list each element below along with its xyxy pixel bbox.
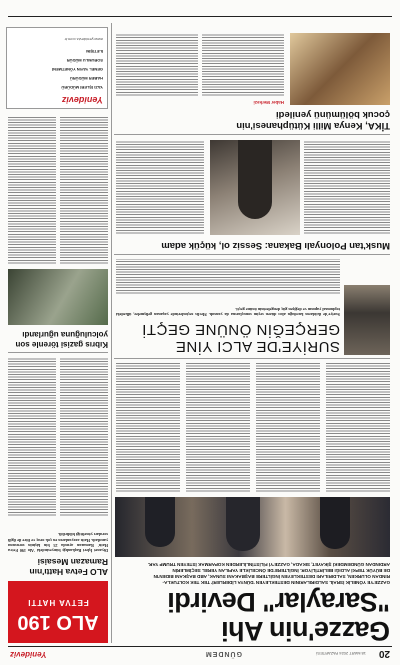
- alo-body-column: [60, 357, 108, 517]
- alo-body-column: [8, 357, 56, 517]
- library-headline-1: Tİ̇KA, Kenya Milli Kütüphanesi'nin: [236, 120, 390, 131]
- section-label: GÜNDEM: [204, 650, 242, 657]
- photo-figure: [238, 140, 272, 219]
- cyprus-headline-1: Kıbrıs gazisi törenle son: [15, 340, 108, 349]
- musk-body-column: [116, 140, 204, 235]
- page-date: 18 MART 2024 PAZARTESİ: [316, 651, 366, 656]
- section-divider: [8, 352, 108, 353]
- cyprus-headline-2: yolculuğuna uğurlandı: [22, 330, 108, 339]
- musk-headline: Musk'tan Polonyalı Bakana: Sessiz ol, küçük adam: [161, 240, 390, 251]
- column-divider: [111, 23, 112, 643]
- deck-line: RINDAN OLURKEN, SALDIRILARI DESTEKLEYEN İNGİLTERE BAŞBAKANI SUNAK, ABD BAŞKANI BIDEN'IN: [153, 574, 390, 579]
- imprint-line: İLETİŞİM: [86, 49, 103, 54]
- imprint-line: GENEL YAYIN YÖNETMENİ: [51, 67, 103, 72]
- alo-headline-2: Ramazan Mesaisi: [37, 557, 108, 567]
- syria-body: [116, 259, 340, 295]
- section-divider: [114, 134, 390, 135]
- bottom-rule: [8, 16, 392, 17]
- photo-figure: [320, 497, 350, 549]
- deck-line: GAZZE'YE YÖNELİK İSRAİL SALDIRILARININ DESTEKLEYEN 'DÜNYA LİDERLERİ' TEK TEK KOLTUKLA-: [162, 580, 390, 585]
- library-photo: [290, 33, 390, 105]
- main-body-column: [186, 363, 250, 493]
- main-body-column: [116, 363, 180, 493]
- imprint-logo: Yenideviz: [61, 95, 103, 105]
- main-body-column: [326, 363, 390, 493]
- alo-lead: Diyanet İşleri Başkanlığı bünyesindeki 'Alo 190 Fetva Hattı' Ramazan ayında 23 bin kişinin sorusunu yanıtladı. Hattı arayanların en çok oruç ve fitre ile ilgili soruları yönelttiği bildirildi.: [8, 532, 108, 553]
- deck-line: ARDINDAN GÜNDEMDEKİ ŞİKAYET, SIKADA, GAZZE'Yİ FİLİSTİNLİLERDEN KOPARMAK İSTEYEN TRUMP YAR.: [147, 562, 390, 567]
- section-divider: [114, 254, 390, 255]
- alo-headline-1: ALO Fetva Hattı'nın: [29, 567, 108, 577]
- alo-banner-title: ALO 190: [17, 611, 99, 633]
- imprint-box: [6, 27, 108, 109]
- library-headline-2: çocuk bölümünü yeniledi: [275, 109, 390, 120]
- alo-banner: [8, 581, 108, 643]
- paper-logo: Yenideviz: [10, 650, 47, 659]
- cyprus-photo: [8, 269, 108, 325]
- section-divider: [114, 358, 390, 359]
- cyprus-body-column: [60, 115, 108, 265]
- imprint-line: SORUMLU MÜDÜR: [66, 58, 103, 63]
- masthead-bar: [8, 646, 392, 659]
- cyprus-body-column: [8, 115, 56, 265]
- musk-body-column: [304, 140, 390, 235]
- syria-lead: Suriye'de iktidarın kurduğu alıcı düzen seçim sonuçlarına da yansıdı. Meclis seçimlerinde yaşanan gelişmeler, ülkedeki toplumsal yapının ve değişen güç dengelerinin önüne geçti.: [116, 306, 340, 317]
- photo-figure: [145, 497, 175, 547]
- page-number: 20: [378, 648, 390, 659]
- photo-figure: [226, 497, 260, 551]
- library-body-column: [202, 33, 284, 97]
- main-body-column: [256, 363, 320, 493]
- syria-headline-1: SURİYE'DE ALCI YİNE: [175, 338, 340, 355]
- imprint-line: HABER MÜDÜRÜ: [69, 76, 103, 81]
- imprint-url: www.yenideviz.com.tr: [64, 37, 103, 42]
- main-headline: Gazze'nin Ahi "Saraylar" Devirdi: [167, 587, 390, 646]
- library-body-column: [116, 33, 198, 97]
- syria-headline-2: GERÇEĞİN ÖNÜNE GEÇTİ: [141, 321, 340, 338]
- syria-photo: [344, 285, 390, 355]
- deck-line: DE BÜYÜK TEPKİ ALDIĞI BELİRTİLİYOR. İNGİLTERE'DE ÖNCELİKLE YAPILAN YEREL SEÇİMLERİN: [172, 568, 390, 573]
- musk-photo: [210, 140, 300, 235]
- main-deck: [115, 561, 390, 585]
- main-photo: [115, 497, 390, 557]
- alo-banner-subtitle: FETVA HATTI: [27, 598, 89, 607]
- library-byline: Haber Merkezi: [253, 100, 284, 105]
- imprint-line: YAZI İŞLERİ MÜDÜRÜ: [61, 85, 103, 90]
